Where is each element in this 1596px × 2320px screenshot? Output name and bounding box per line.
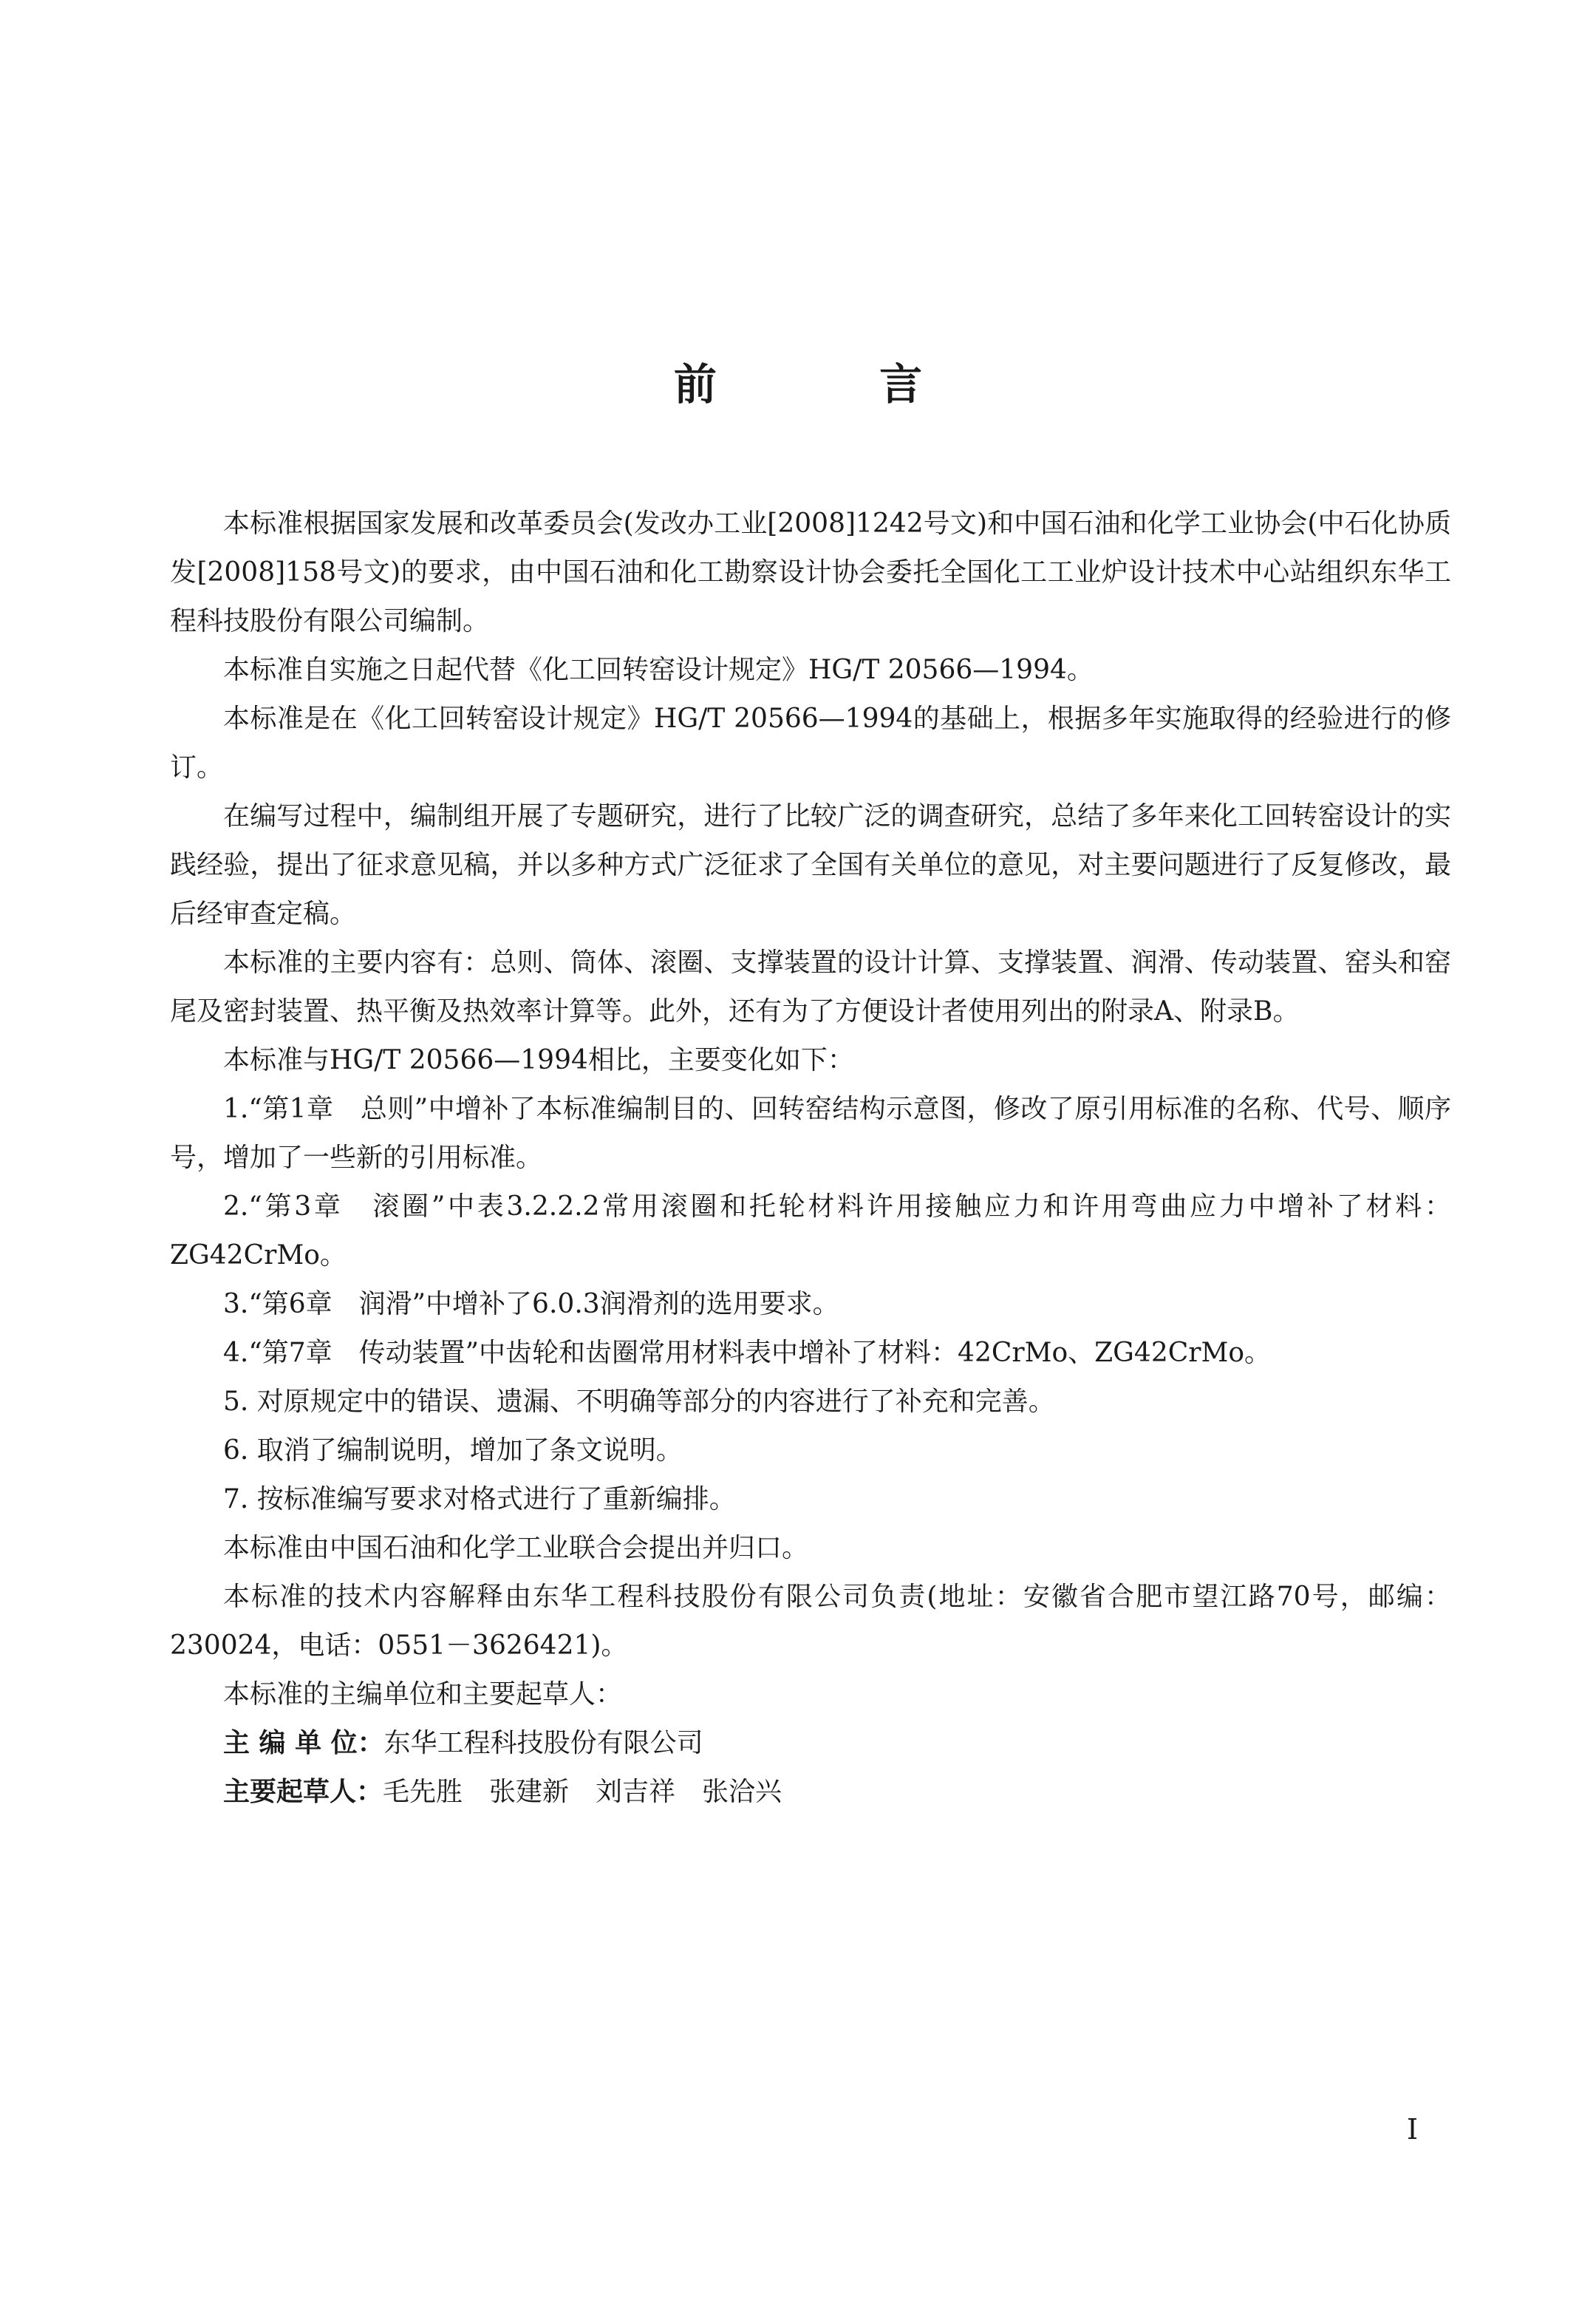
page-number: I — [1407, 2113, 1419, 2146]
list-item-change-3: 3.“第6章 润滑”中增补了6.0.3润滑剂的选用要求。 — [223, 1289, 839, 1319]
paragraph-interpretation: 本标准的技术内容解释由东华工程科技股份有限公司负责(地址：安徽省合肥市望江路70号，邮编：230024，电话：0551－3626421)。 — [170, 1582, 1451, 1661]
preface-body — [170, 500, 1451, 1817]
paragraph-changes-intro: 本标准与HG/T 20566—1994相比，主要变化如下： — [223, 1045, 854, 1075]
chief-unit-line — [170, 1719, 1451, 1768]
paragraph-authors-intro: 本标准的主编单位和主要起草人： — [223, 1679, 623, 1710]
paragraph-proposer: 本标准由中国石油和化学工业联合会提出并归口。 — [223, 1533, 809, 1563]
list-item-change-6: 6. 取消了编制说明，增加了条文说明。 — [223, 1435, 683, 1466]
paragraph-process: 在编写过程中，编制组开展了专题研究，进行了比较广泛的调查研究，总结了多年来化工回转窑设计的实践经验，提出了征求意见稿，并以多种方式广泛征求了全国有关单位的意见，对主要问题进行了反复修改，最后经审查定稿。 — [170, 801, 1451, 929]
page-title: 前 言 — [673, 359, 997, 409]
paragraph-revision: 本标准是在《化工回转窑设计规定》HG/T 20566—1994的基础上，根据多年实施取得的经验进行的修订。 — [170, 704, 1451, 783]
drafters-label: 主要起草人： — [223, 1777, 383, 1807]
paragraph-basis: 本标准根据国家发展和改革委员会(发改办工业[2008]1242号文)和中国石油和化学工业协会(中石化协质发[2008]158号文)的要求，由中国石油和化工勘察设计协会委托全国化工工业炉设计技术中心站组织东华工程科技股份有限公司编制。 — [170, 508, 1451, 636]
list-item-change-1: 1.“第1章 总则”中增补了本标准编制目的、回转窑结构示意图，修改了原引用标准的名称、代号、顺序号，增加了一些新的引用标准。 — [170, 1094, 1451, 1173]
list-item-change-2: 2.“第3章 滚圈”中表3.2.2.2常用滚圈和托轮材料许用接触应力和许用弯曲应力中增补了材料：ZG42CrMo。 — [170, 1191, 1451, 1270]
chief-unit-value: 东华工程科技股份有限公司 — [383, 1728, 703, 1758]
list-item-change-4: 4.“第7章 传动装置”中齿轮和齿圈常用材料表中增补了材料：42CrMo、ZG42CrMo。 — [223, 1338, 1272, 1368]
drafters-line — [170, 1768, 1451, 1817]
list-item-change-5: 5. 对原规定中的错误、遗漏、不明确等部分的内容进行了补充和完善。 — [223, 1387, 1055, 1417]
paragraph-contents: 本标准的主要内容有：总则、筒体、滚圈、支撑装置的设计计算、支撑装置、润滑、传动装置、窑头和窑尾及密封装置、热平衡及热效率计算等。此外，还有为了方便设计者使用列出的附录A、附录B。 — [170, 948, 1451, 1027]
drafters-value: 毛先胜 张建新 刘吉祥 张洽兴 — [383, 1777, 782, 1807]
paragraph-replacement: 本标准自实施之日起代替《化工回转窑设计规定》HG/T 20566—1994。 — [223, 655, 1094, 685]
list-item-change-7: 7. 按标准编写要求对格式进行了重新编排。 — [223, 1484, 736, 1514]
chief-unit-label: 主 编 单 位： — [223, 1728, 384, 1758]
